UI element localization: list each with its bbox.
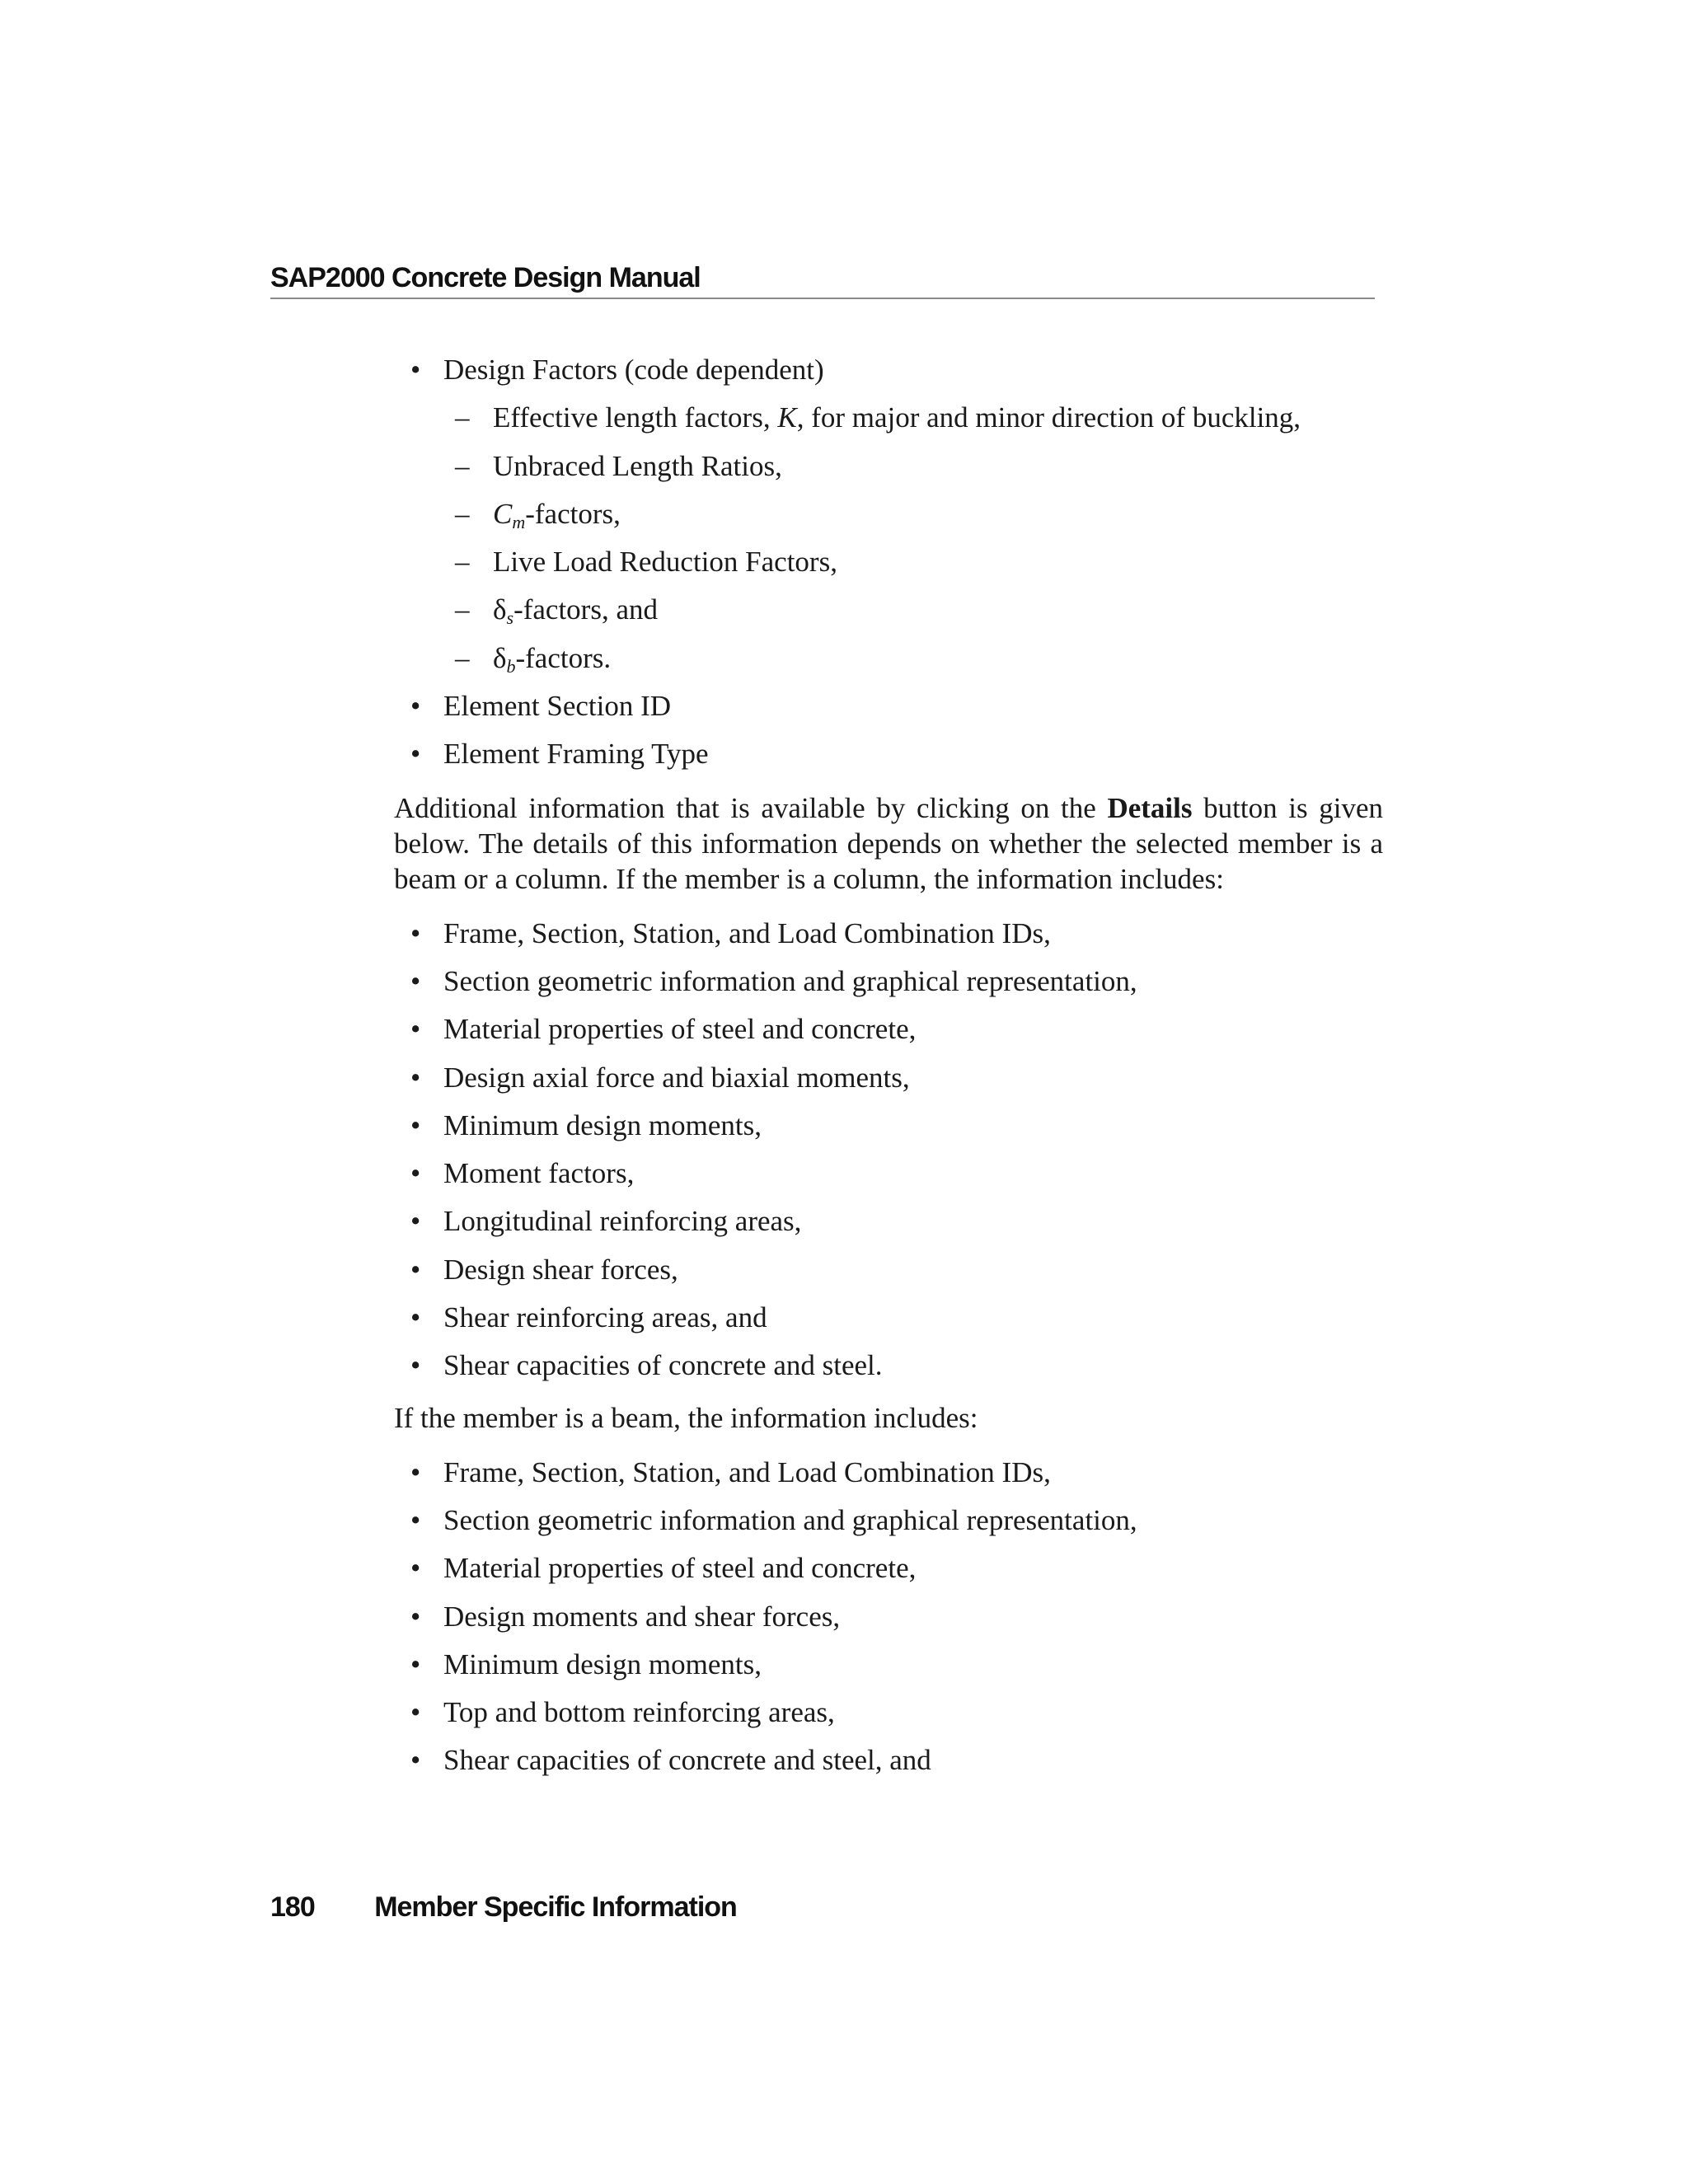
list-item: • Section geometric information and graphical representation, — [394, 958, 1383, 1005]
list-item: • Design moments and shear forces, — [394, 1593, 1383, 1641]
list-item: • Frame, Section, Station, and Load Combination IDs, — [394, 1449, 1383, 1497]
list-item: • Shear capacities of concrete and steel. — [394, 1342, 1383, 1390]
list-item: • Shear reinforcing areas, and — [394, 1294, 1383, 1342]
list-item: • Material properties of steel and concrete, — [394, 1544, 1383, 1592]
list-item: • Frame, Section, Station, and Load Combination IDs, — [394, 910, 1383, 958]
column-info-list — [394, 910, 1383, 1390]
list-item: • Minimum design moments, — [394, 1102, 1383, 1150]
list-item: • Material properties of steel and concrete, — [394, 1005, 1383, 1053]
beam-paragraph: If the member is a beam, the information includes: — [394, 1401, 978, 1434]
list-item: • Section geometric information and graphical representation, — [394, 1497, 1383, 1544]
list-item: • Minimum design moments, — [394, 1641, 1383, 1689]
sublist-item-unbraced: – Unbraced Length Ratios, — [394, 443, 1383, 490]
beam-info-list — [394, 1449, 1383, 1785]
running-header — [270, 262, 1375, 299]
running-footer — [270, 1891, 737, 1924]
footer-section-title: Member Specific Information — [374, 1891, 737, 1923]
list-item-design-factors: • Design Factors (code dependent) – Effective length factors, K, for major and minor direction of buckling, – Unbraced Length Ratios, – $C_m$-factors, – Live Load Reduction Factors, – $\delta_s$-factors, and – $\delta_b$-factors. — [394, 346, 1383, 682]
design-info-list — [394, 346, 1383, 779]
sublist-item-cm: – $C_m$-factors, — [394, 490, 1383, 538]
list-item: • Moment factors, — [394, 1150, 1383, 1197]
list-item: • Design shear forces, — [394, 1246, 1383, 1294]
list-item: • Top and bottom reinforcing areas, — [394, 1689, 1383, 1736]
page-body — [394, 346, 1383, 1785]
details-paragraph: Additional information that is available by clicking on the Details button is given below. The details of this information depends on whether the selected member is a beam or a column. If the member is a column, the information includes: — [394, 791, 1383, 895]
list-item-framing-type: • Element Framing Type — [394, 730, 1383, 778]
manual-title: SAP2000 Concrete Design Manual — [270, 262, 701, 293]
list-item: • Design axial force and biaxial moments, — [394, 1054, 1383, 1102]
sublist-item-effective-length: – Effective length factors, K, for major and minor direction of buckling, — [394, 394, 1383, 442]
list-item-section-id: • Element Section ID — [394, 682, 1383, 730]
sublist-item-live-load: – Live Load Reduction Factors, — [394, 538, 1383, 586]
design-factors-sublist — [394, 394, 1383, 682]
list-item: • Shear capacities of concrete and steel, and — [394, 1736, 1383, 1784]
sublist-item-delta-s: – $\delta_s$-factors, and — [394, 586, 1383, 634]
sublist-item-delta-b: – $\delta_b$-factors. — [394, 635, 1383, 682]
list-item: • Longitudinal reinforcing areas, — [394, 1197, 1383, 1245]
page-number: 180 — [270, 1891, 315, 1923]
